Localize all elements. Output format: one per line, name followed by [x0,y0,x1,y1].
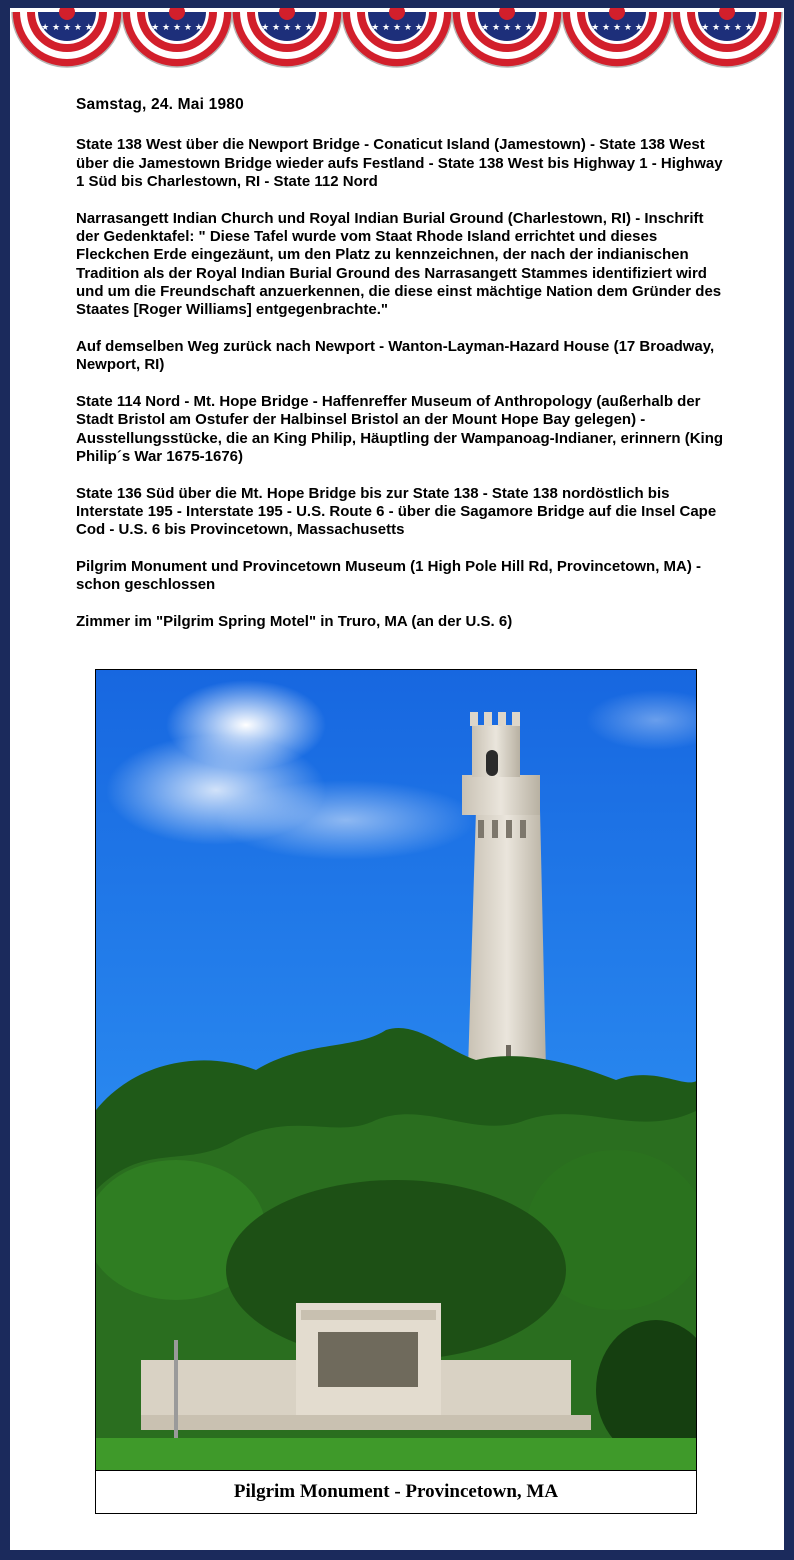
paragraph-route-newport-bridge: State 138 West über die Newport Bridge - Conaticut Island (Jamestown) - State 138 West über die Jamestown Bridge wieder aufs Festland - State 138 West bis Highway 1 - Highway 1 Süd bis Charlestown, RI - State 112 Nord [76,136,723,190]
bunting-fan [672,8,782,67]
pilgrim-monument-photo [95,669,697,1471]
paragraph-route-cape-cod: State 136 Süd über die Mt. Hope Bridge bis zur State 138 - State 138 nordöstlich bis Interstate 195 - Interstate 195 - U.S. Route 6 - über die Sagamore Bridge auf die Insel Cape Cod - U.S. 6 bis Provincetown, Massachusetts [76,484,717,539]
lawn [96,1438,697,1471]
paragraph-wanton-house: Auf demselben Weg zurück nach Newport - Wanton-Layman-Hazard House (17 Broadway, Newport, RI) [76,337,715,374]
article-body [76,96,726,650]
article-date: Samstag, 24. Mai 1980 [76,96,244,113]
bunting-fan [342,8,452,67]
paragraph-motel: Zimmer im "Pilgrim Spring Motel" in Truro, MA (an der U.S. 6) [76,613,513,631]
bunting-fan [12,8,122,67]
bunting-fan [232,8,342,67]
bunting-fan [452,8,562,67]
photo-caption: Pilgrim Monument - Provincetown, MA [95,1471,697,1514]
paragraph-indian-church: Narrasangett Indian Church und Royal Indian Burial Ground (Charlestown, RI) - Inschrift der Gedenktafel: " Diese Tafel wurde vom Staat Rhode Island errichtet und dieses Fleckchen Erde eingezäunt, um den Platz zu kennzeichnen, der nach der indianischen Tradition als der Royal Indian Burial Ground des Narrasangett Stammes identifiziert wird und um die Freundschaft anzuerkennen, die diese einst mächtige Nation dem Gründer des Staates [Roger Williams] entgegenbrachte." [76,209,722,319]
paragraph-haffenreffer-museum: State 114 Nord - Mt. Hope Bridge - Haffenreffer Museum of Anthropology (außerhalb der Stadt Bristol am Ostufer der Halbinsel Bristol an der Mount Hope Bay gelegen) - Ausstellungsstücke, die an King Philip, Häuptling der Wampanoag-Indianer, erinnern (King Philip´s War 1675-1676) [76,393,724,465]
paragraph-pilgrim-monument: Pilgrim Monument und Provincetown Museum (1 High Pole Hill Rd, Provincetown, MA) - schon geschlossen [76,558,702,594]
flag-bunting-decoration [10,8,784,74]
page [10,8,784,1550]
bunting-fan [122,8,232,67]
bunting-fan [562,8,672,67]
